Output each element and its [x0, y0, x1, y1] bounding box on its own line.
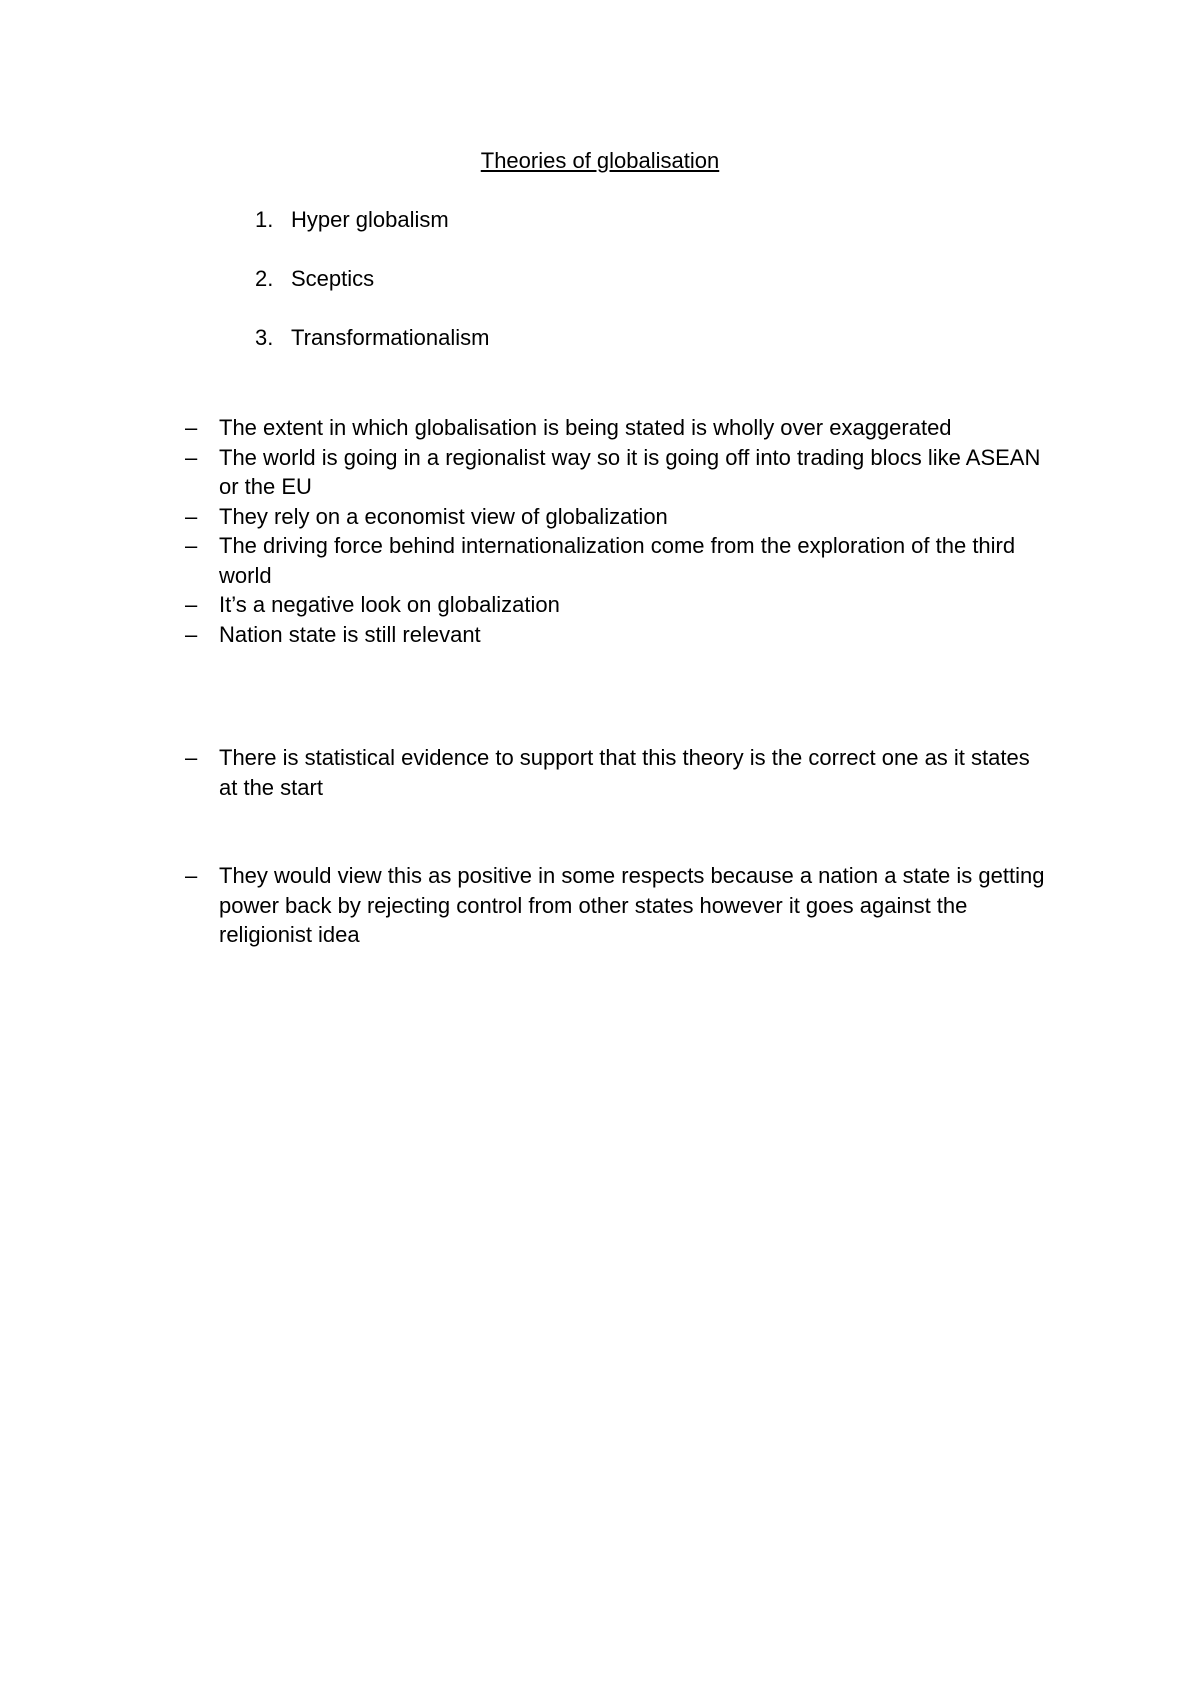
numbered-item-3 [255, 323, 489, 353]
bullet-group-2 [185, 743, 1045, 802]
numbered-item-2 [255, 264, 374, 294]
bullet-text: They rely on a economist view of globalization [219, 503, 668, 529]
numbered-item-1 [255, 205, 449, 235]
bullet-item [185, 443, 1045, 502]
bullet-text: The extent in which globalisation is being stated is wholly over exaggerated [219, 415, 952, 440]
dash-marker: – [185, 745, 198, 770]
bullet-text: The driving force behind internationalization come from the exploration of the third world [219, 533, 1016, 588]
item-text: Sceptics [291, 266, 375, 291]
dash-marker: – [185, 415, 198, 440]
dash-marker: – [185, 533, 198, 558]
bullet-item [185, 743, 1045, 802]
dash-marker: – [185, 863, 198, 888]
bullet-group-3 [185, 861, 1045, 950]
bullet-item [185, 861, 1045, 950]
item-text: Transformationalism [291, 325, 490, 350]
bullet-item [185, 590, 1045, 620]
bullet-item [185, 413, 1045, 443]
item-text: Hyper globalism [291, 207, 449, 232]
bullet-text: Nation state is still relevant [219, 621, 481, 647]
bullet-item [185, 620, 1045, 650]
dash-marker: – [185, 503, 198, 529]
bullet-text: The world is going in a regionalist way so it is going off into trading blocs like ASEAN or the EU [219, 444, 1041, 499]
bullet-text: They would view this as positive in some respects because a nation a state is getting power back by rejecting control from other states however it goes against the religionist idea [219, 863, 1045, 947]
dash-marker: – [185, 592, 198, 617]
item-number: 3. [255, 325, 274, 350]
bullet-group-1 [185, 413, 1045, 649]
dash-marker: – [185, 621, 198, 647]
item-number: 1. [255, 207, 274, 232]
bullet-item [185, 502, 1045, 532]
dash-marker: – [185, 444, 198, 470]
bullet-item [185, 531, 1045, 590]
document-title: Theories of globalisation [480, 148, 720, 173]
bullet-text: It’s a negative look on globalization [219, 592, 560, 617]
bullet-text: There is statistical evidence to support that this theory is the correct one as it states at the start [219, 745, 1030, 800]
item-number: 2. [255, 266, 274, 291]
